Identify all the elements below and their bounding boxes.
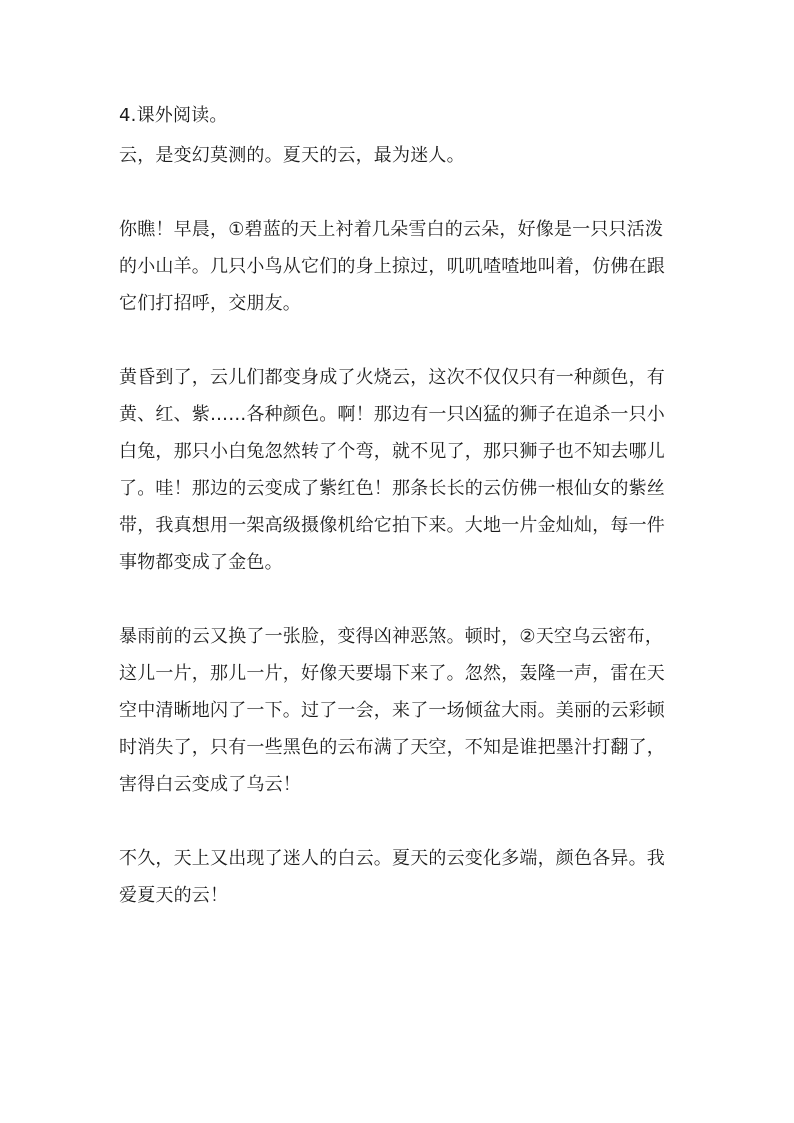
paragraph-line: 的小山羊。几只小鸟从它们的身上掠过，叽叽喳喳地叫着，仿佛在跟	[119, 256, 665, 277]
paragraph-3	[119, 359, 685, 581]
paragraph-gap	[119, 803, 685, 840]
paragraph-line: 空中清晰地闪了一下。过了一会，来了一场倾盆大雨。美丽的云彩顿	[119, 700, 665, 721]
paragraph-line: 云，是变幻莫测的。夏天的云，最为迷人。	[119, 145, 465, 166]
paragraph-line: 你瞧！早晨，①碧蓝的天上衬着几朵雪白的云朵，好像是一只只活泼	[119, 219, 664, 240]
paragraph-1	[119, 137, 685, 174]
paragraph-line: 暴雨前的云又换了一张脸，变得凶神恶煞。顿时，②天空乌云密布，	[119, 626, 664, 647]
paragraph-line: 时消失了，只有一些黑色的云布满了天空，不知是谁把墨汁打翻了，	[119, 737, 665, 758]
paragraph-line: 黄昏到了，云儿们都变身成了火烧云，这次不仅仅只有一种颜色，有	[119, 367, 665, 388]
paragraph-line: 不久，天上又出现了迷人的白云。夏天的云变化多端，颜色各异。我	[119, 848, 665, 869]
paragraph-4	[119, 618, 685, 803]
paragraph-line: 了。哇！那边的云变成了紫红色！那条长长的云仿佛一根仙女的紫丝	[119, 478, 665, 499]
paragraph-line: 事物都变成了金色。	[119, 552, 283, 573]
paragraph-line: 害得白云变成了乌云！	[119, 774, 301, 795]
reading-passage	[119, 100, 685, 914]
paragraph-line: 带，我真想用一架高级摄像机给它拍下来。大地一片金灿灿，每一件	[119, 515, 665, 536]
paragraph-line: 它们打招呼，交朋友。	[119, 293, 301, 314]
paragraph-5	[119, 840, 685, 914]
paragraph-gap	[119, 174, 685, 211]
paragraph-2	[119, 211, 685, 322]
paragraph-gap	[119, 581, 685, 618]
paragraph-line: 爱夏天的云！	[119, 885, 229, 906]
paragraph-line: 黄、红、紫……各种颜色。啊！那边有一只凶猛的狮子在追杀一只小	[119, 404, 665, 425]
paragraph-line: 这儿一片，那儿一片，好像天要塌下来了。忽然，轰隆一声，雷在天	[119, 663, 665, 684]
exercise-heading: 4.课外阅读。	[119, 105, 228, 126]
paragraph-line: 白兔，那只小白兔忽然转了个弯，就不见了，那只狮子也不知去哪儿	[119, 441, 665, 462]
paragraph-gap	[119, 322, 685, 359]
